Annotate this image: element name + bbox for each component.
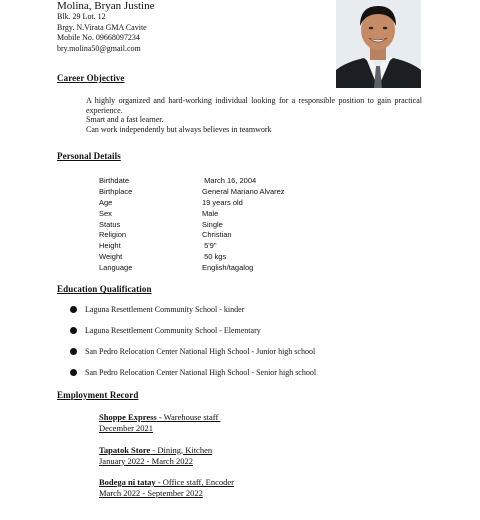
personal-details-table [99, 176, 285, 274]
job-role: - Office staff, Encoder [155, 477, 234, 487]
job-entry [99, 445, 234, 467]
job-entry [99, 412, 234, 434]
education-heading: Education Qualification [57, 284, 152, 294]
detail-label: Age [99, 197, 113, 207]
objective-line-3: Can work independently but always believes in teamwork [86, 124, 272, 134]
detail-value: March 16, 2004 [202, 176, 257, 185]
address-line-1: Blk. 29 Lot. 12 [57, 12, 106, 21]
education-entry: San Pedro Relocation Center National High School - Junior high school [85, 347, 316, 356]
job-role: - Dining, Kitchen [150, 444, 213, 455]
career-objective-text [86, 96, 422, 134]
job-date: December 2021 [99, 423, 154, 433]
detail-value: English/tagalog [202, 263, 254, 273]
detail-row-weight [99, 252, 285, 263]
detail-row-birthdate [99, 176, 285, 187]
detail-label: Religion [99, 230, 127, 240]
detail-label: Height [99, 241, 121, 251]
objective-line-2: Smart and a fast learner. [86, 115, 164, 124]
bullet-icon [70, 369, 77, 376]
detail-row-age [99, 198, 285, 209]
detail-value: 19 years old [202, 197, 243, 207]
career-objective-heading: Career Objective [57, 73, 125, 83]
detail-label: Sex [99, 208, 112, 218]
detail-row-language [99, 263, 285, 274]
detail-row-sex [99, 209, 285, 220]
employment-list [99, 412, 234, 510]
list-item [70, 325, 316, 346]
detail-value: General Mariano Alvarez [202, 186, 285, 196]
email-address: bry.molina50@gmail.com [57, 43, 141, 53]
detail-value: Christian [202, 230, 232, 240]
bullet-icon [70, 306, 77, 313]
personal-details-heading: Personal Details [57, 151, 121, 161]
education-entry: Laguna Resettlement Community School - kinder [85, 305, 245, 314]
detail-label: Status [99, 219, 121, 229]
detail-value: Single [202, 219, 223, 229]
detail-label: Language [99, 263, 133, 273]
detail-value: 5'9" [202, 241, 217, 251]
applicant-name: Molina, Bryan Justine [57, 0, 155, 12]
job-company: Shoppe Express [99, 412, 157, 422]
detail-label: Weight [99, 252, 123, 262]
objective-line-1: A highly organized and hard-working individual looking for a responsible position to gain practical experience. [86, 96, 422, 115]
job-role: - Warehouse staff [156, 412, 221, 422]
address-line-2: Brgy. N.Virata GMA Cavite [57, 22, 147, 32]
list-item [70, 367, 316, 388]
education-entry: San Pedro Relocation Center National High School - Senior high school [85, 368, 317, 377]
profile-photo [336, 0, 421, 88]
job-date: March 2022 - September 2022 [99, 488, 203, 498]
education-list [70, 304, 316, 388]
employment-heading: Employment Record [57, 390, 139, 400]
mobile-number: Mobile No. 09668097234 [57, 33, 140, 42]
bullet-icon [70, 327, 77, 334]
detail-value: Male [202, 208, 219, 218]
detail-row-birthplace [99, 187, 285, 198]
bullet-icon [70, 348, 77, 355]
detail-label: Birthdate [99, 176, 130, 185]
list-item [70, 346, 316, 367]
job-company: Tapatok Store [99, 444, 151, 455]
detail-row-religion [99, 230, 285, 241]
detail-row-status [99, 220, 285, 231]
job-date: January 2022 - March 2022 [99, 455, 193, 466]
detail-label: Birthplace [99, 186, 133, 196]
job-company: Bodega ni tatay [99, 477, 156, 487]
list-item [70, 304, 316, 325]
contact-block [57, 0, 154, 54]
job-entry [99, 477, 234, 499]
detail-row-height [99, 241, 285, 252]
detail-value: 50 kgs [202, 252, 227, 262]
education-entry: Laguna Resettlement Community School - Elementary [85, 326, 261, 335]
